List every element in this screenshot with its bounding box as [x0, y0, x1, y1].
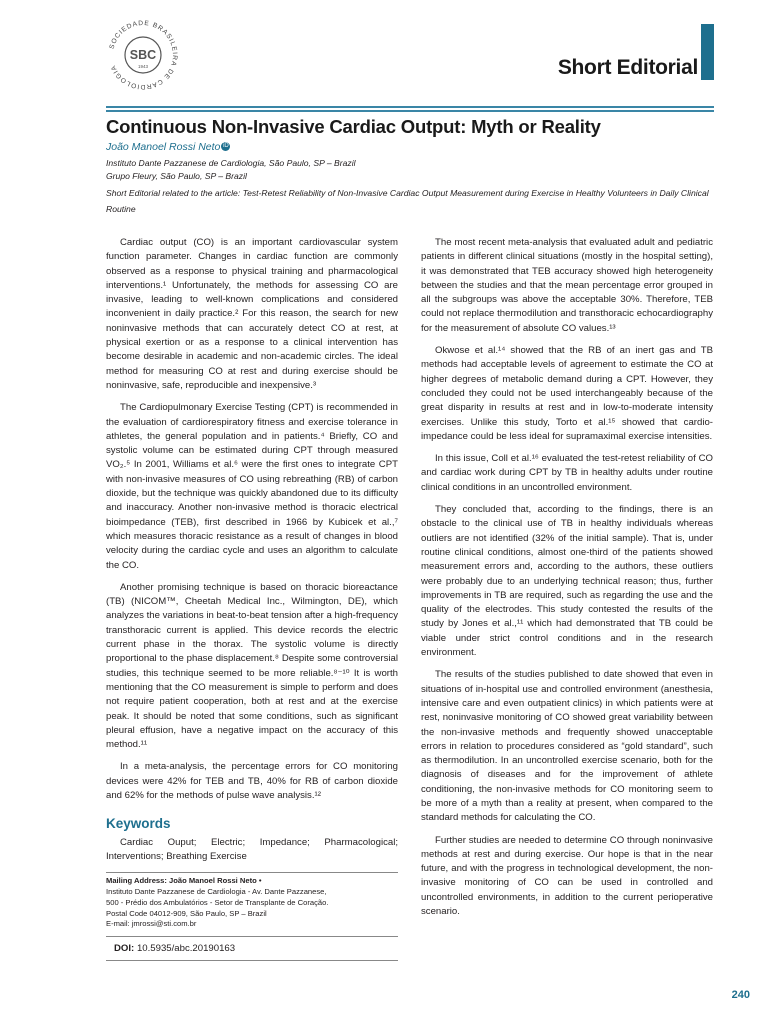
doi-label: DOI: — [114, 943, 135, 955]
logo-acronym: SBC — [129, 48, 157, 62]
paragraph: The most recent meta-analysis that evaluated adult and pediatric patients in different clinical situations (mostly in the hospital setting), it was demonstrated that TEB accuracy showed high heterogeneity between the studies and that the mean percentage error grouped in all the subgroups was above the acceptable 30%. Therefore, TEB could not replace thermodilution and transthoracic echocardiography for the measurement of absolute CO values.¹³ — [421, 237, 713, 334]
paragraph: Another promising technique is based on thoracic bioreactance (TB) (NICOM™, Cheetah Medical Inc., Wilmington, DE), which analyzes the variations in beat-to-beat tension after a high-frequency transthoracic current is applied. This device records the electric current phase in the thorax. The systolic volume is directly proportional to the phase displacement.⁸ Despite some controversial studies, this technique seemed to be more reliable.⁸⁻¹⁰ It is worth mentioning that the CO measurement is simple to perform and does not require patient cooperation, both at rest and at the exercise peak. It should be noted that some conditions, such as significant pleural effusion, have a negative impact on the accuracy of this method.¹¹ — [106, 581, 398, 751]
keywords-text: Cardiac Ouput; Electric; Impedance; Pharmacological; Interventions; Breathing Exercise — [106, 836, 398, 862]
right-column — [421, 236, 713, 927]
left-column — [106, 236, 398, 961]
header-accent-bar — [701, 24, 714, 80]
mailing-address — [106, 872, 398, 930]
doi-box — [106, 936, 398, 961]
paragraph: In this issue, Coll et al.¹⁶ evaluated the test-retest reliability of CO and cardiac work during CPT by TB in healthy adults under routine clinical conditions in an uncontrolled environment. — [421, 453, 713, 493]
paragraph: Cardiac output (CO) is an important cardiovascular system function parameter. Changes in cardiac function are commonly observed as a response to physical training and pharmacological interventions.¹ Unfortunately, the methods for assessing CO are invasive, leading to well-known complications and considered inconvenient in daily practice.² For this reason, the search for new noninvasive methods that can accurately detect CO at rest, at physical exertion or as a response to a clinical intervention has become desirable in academic and non-academic circles. The ideal method for measuring CO at rest and during exercise should be noninvasive, safe, reproducible and inexpensive.³ — [106, 237, 398, 391]
sbc-logo — [102, 14, 184, 96]
author-name[interactable]: João Manoel Rossi Neto — [106, 141, 221, 153]
paragraph: The results of the studies published to date showed that even in situations of in-hospital use and controlled environment (anesthesia, intensive care and even outpatient clinics) in which patients were at rest, noninvasive monitoring of CO showed great variability between the non-invasive methods and frequently showed unacceptable errors in relation to procedures considered as “gold standard”, such as thermodilution. In an uncontrolled exercise scenario, both for the diagnosis of diseases and for the improvement of athlete conditioning, the non-invasive methods for CO monitoring seem to be more of a myth than a reality at present, when compared to the standard methods for calculating the CO. — [421, 669, 713, 824]
affiliation-1: Instituto Dante Pazzanese de Cardiologia, São Paulo, SP – Brazil — [106, 158, 356, 168]
mailing-line: Instituto Dante Pazzanese de Cardiologia - Av. Dante Pazzanese, — [106, 886, 327, 896]
affiliation-2: Grupo Fleury, São Paulo, SP – Brazil — [106, 171, 247, 181]
paragraph: Okwose et al.¹⁴ showed that the RB of an inert gas and TB methods had acceptable levels of agreement to estimate the CO at higher degrees of metabolic demand during a CPT. However, they concluded they could not be used interchangeably because of the great disparity in results at rest and in low-to-moderate intensity exercises. Unlike this study, Torto et al.¹⁵ showed that cardio-impedance could be less ideal for supramaximal exercise intensities. — [421, 345, 713, 442]
related-article-note: Short Editorial related to the article: Test-Retest Reliability of Non-Invasive Cardiac Output Measurement during Exercise in Healthy Volunteers in Daily Clinical Routine — [106, 188, 709, 214]
mailing-line: Postal Code 04012-909, São Paulo, SP – Brazil — [106, 908, 267, 918]
mailing-heading: Mailing Address: João Manoel Rossi Neto • — [106, 876, 262, 886]
article-title: Continuous Non-Invasive Cardiac Output: Myth or Reality — [106, 116, 601, 137]
sbc-seal — [102, 14, 184, 96]
paragraph: The Cardiopulmonary Exercise Testing (CPT) is recommended in the evaluation of cardiorespiratory fitness and exercise tolerance in athletes, the general population and in patients.⁴ Briefly, CO and systolic volume can be estimated during CPT through measured VO₂.⁵ In 2001, Williams et al.⁶ were the first ones to integrate CPT with non-invasive measures of CO using rebreathing (RB) of carbon dioxide, but the technique was quickly abandoned due to its difficulty and inaccuracy. Another non-invasive method is thoracic electrical bioimpedance (TEB), first described in 1966 by Kubicek et al.,⁷ which measures thoracic resistance as a result of changes in blood velocity during the cardiac cycle and uses an algorithm to calculate the CO. — [106, 402, 398, 571]
header-rule-bottom — [106, 110, 714, 112]
paragraph: They concluded that, according to the findings, there is an obstacle to the clinical use of TB in healthy individuals whereas outliers are not identified (32% of the initial sample). That is, under routine clinical conditions, almost one-third of the patients showed measurement errors and, according to the authors, these outliers were probably due to an underlying technical reason; thus, further improvements in TB are required, such as regarding the use and the quality of the electrodes. This study contested the results of the study by Jones et al.,¹¹ which had demonstrated that TB could be viable under strict control conditions and in the research environment. — [421, 504, 713, 659]
paragraph: In a meta-analysis, the percentage errors for CO monitoring devices were 42% for TEB and TB, 40% for RB of carbon dioxide and 62% for the methods of pulse wave analysis.¹² — [106, 761, 398, 801]
header-rule-top — [106, 106, 714, 108]
mailing-line: 500 - Prédio dos Ambulatórios - Setor de Transplante de Coração. — [106, 897, 329, 907]
page-number: 240 — [731, 989, 750, 1001]
logo-year: 1943 — [137, 64, 149, 69]
logo-ring-text: SOCIEDADE BRASILEIRA DE CARDIOLOGIA — [108, 19, 179, 91]
keywords-heading: Keywords — [106, 816, 171, 832]
doi-link[interactable]: 10.5935/abc.20190163 — [136, 943, 236, 955]
paragraph: Further studies are needed to determine CO through noninvasive methods at rest and during exercise. Our hope is that in the near future, and with the progress in technological development, the non-invasive monitoring of CO can be used in controlled and uncontrolled environments, in addition to the current perioperative scenario. — [421, 834, 713, 918]
mailing-email[interactable]: E-mail: jmrossi@sti.com.br — [106, 919, 197, 929]
orcid-icon[interactable]: iD — [223, 143, 229, 149]
section-title: Short Editorial — [557, 56, 698, 79]
author-line — [106, 141, 230, 153]
